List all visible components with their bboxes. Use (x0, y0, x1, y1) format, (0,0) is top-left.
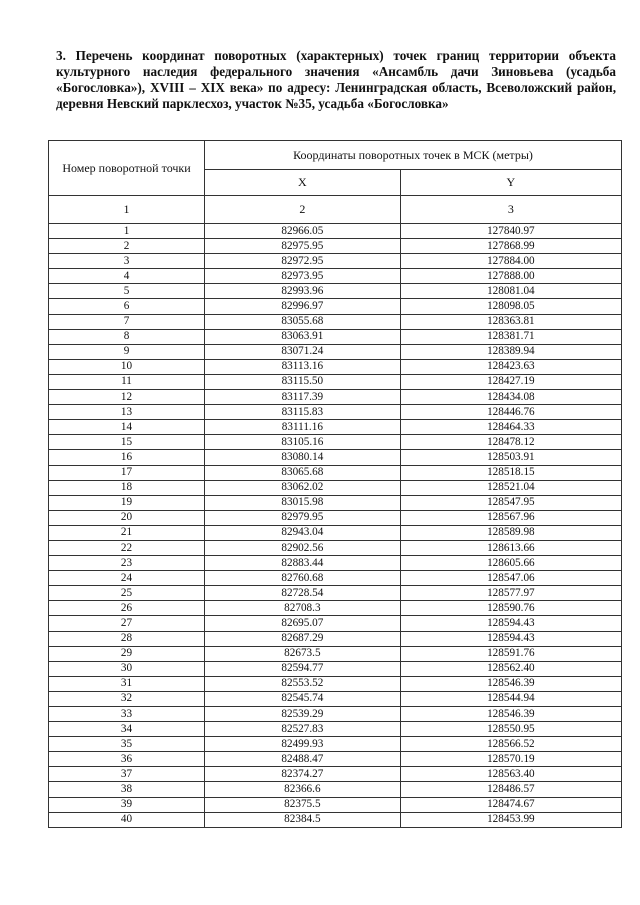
cell-point-number: 40 (49, 812, 205, 827)
cell-point-number: 23 (49, 556, 205, 571)
table-row (49, 224, 622, 239)
column-number: 2 (205, 196, 401, 224)
table-row (49, 525, 622, 540)
cell-y: 128381.71 (400, 329, 621, 344)
cell-point-number: 1 (49, 224, 205, 239)
cell-x: 82366.6 (205, 782, 401, 797)
cell-x: 82594.77 (205, 661, 401, 676)
header-coordinates: Координаты поворотных точек в МСК (метры) (205, 141, 622, 170)
table-row (49, 661, 622, 676)
table-row (49, 676, 622, 691)
cell-x: 82972.95 (205, 254, 401, 269)
cell-y: 128081.04 (400, 284, 621, 299)
cell-point-number: 22 (49, 540, 205, 555)
document-heading: 3. Перечень координат поворотных (характерных) точек границ территории объекта культурного наследия федерального значения «Ансамбль дачи Зиновьева (усадьба «Богословка»), XVIII – XIX века» по адресу: Ленинградская область, Всеволожский район, деревня Невский парклесхоз, участок №35, усадьба «Богословка» (56, 48, 616, 111)
table-row (49, 450, 622, 465)
cell-y: 128446.76 (400, 405, 621, 420)
cell-point-number: 20 (49, 510, 205, 525)
cell-x: 82966.05 (205, 224, 401, 239)
cell-point-number: 5 (49, 284, 205, 299)
table-row (49, 646, 622, 661)
cell-x: 82488.47 (205, 752, 401, 767)
header-point-number: Номер поворотной точки (49, 141, 205, 196)
table-row (49, 752, 622, 767)
table-row (49, 329, 622, 344)
cell-x: 83115.50 (205, 374, 401, 389)
cell-point-number: 31 (49, 676, 205, 691)
table-row (49, 767, 622, 782)
cell-x: 82708.3 (205, 601, 401, 616)
cell-x: 82375.5 (205, 797, 401, 812)
cell-x: 83063.91 (205, 329, 401, 344)
cell-point-number: 21 (49, 525, 205, 540)
cell-y: 128544.94 (400, 691, 621, 706)
table-row (49, 631, 622, 646)
cell-point-number: 3 (49, 254, 205, 269)
cell-point-number: 13 (49, 405, 205, 420)
cell-y: 128589.98 (400, 525, 621, 540)
cell-y: 128478.12 (400, 435, 621, 450)
column-number: 1 (49, 196, 205, 224)
cell-y: 128464.33 (400, 420, 621, 435)
cell-x: 82883.44 (205, 556, 401, 571)
cell-y: 127884.00 (400, 254, 621, 269)
table-row (49, 601, 622, 616)
cell-x: 82902.56 (205, 540, 401, 555)
table-row (49, 797, 622, 812)
cell-y: 128577.97 (400, 586, 621, 601)
cell-y: 128474.67 (400, 797, 621, 812)
cell-point-number: 30 (49, 661, 205, 676)
cell-y: 128546.39 (400, 676, 621, 691)
cell-y: 128550.95 (400, 722, 621, 737)
cell-point-number: 8 (49, 329, 205, 344)
cell-point-number: 16 (49, 450, 205, 465)
cell-y: 128434.08 (400, 390, 621, 405)
cell-point-number: 6 (49, 299, 205, 314)
cell-x: 83111.16 (205, 420, 401, 435)
cell-x: 82979.95 (205, 510, 401, 525)
cell-y: 128594.43 (400, 616, 621, 631)
table-row (49, 556, 622, 571)
cell-point-number: 28 (49, 631, 205, 646)
cell-x: 83080.14 (205, 450, 401, 465)
table-row (49, 420, 622, 435)
table-row (49, 782, 622, 797)
table-row (49, 405, 622, 420)
cell-y: 128486.57 (400, 782, 621, 797)
cell-x: 83071.24 (205, 344, 401, 359)
table-row (49, 586, 622, 601)
cell-x: 82545.74 (205, 691, 401, 706)
column-number-row (49, 196, 622, 224)
cell-x: 83055.68 (205, 314, 401, 329)
table-row (49, 344, 622, 359)
table-row (49, 269, 622, 284)
cell-x: 82527.83 (205, 722, 401, 737)
cell-y: 128590.76 (400, 601, 621, 616)
cell-y: 128427.19 (400, 374, 621, 389)
cell-y: 128547.06 (400, 571, 621, 586)
table-row (49, 435, 622, 450)
cell-point-number: 18 (49, 480, 205, 495)
header-x: X (205, 170, 401, 196)
cell-y: 128546.39 (400, 707, 621, 722)
table-row (49, 284, 622, 299)
table-row (49, 359, 622, 374)
table-row (49, 691, 622, 706)
table-row (49, 616, 622, 631)
cell-x: 82943.04 (205, 525, 401, 540)
cell-point-number: 37 (49, 767, 205, 782)
cell-x: 82687.29 (205, 631, 401, 646)
cell-x: 83015.98 (205, 495, 401, 510)
cell-point-number: 9 (49, 344, 205, 359)
cell-x: 82695.07 (205, 616, 401, 631)
cell-point-number: 11 (49, 374, 205, 389)
cell-point-number: 26 (49, 601, 205, 616)
table-row (49, 374, 622, 389)
cell-y: 128547.95 (400, 495, 621, 510)
cell-x: 82384.5 (205, 812, 401, 827)
cell-x: 83117.39 (205, 390, 401, 405)
cell-x: 82539.29 (205, 707, 401, 722)
cell-point-number: 19 (49, 495, 205, 510)
cell-y: 128389.94 (400, 344, 621, 359)
table-row (49, 510, 622, 525)
cell-point-number: 39 (49, 797, 205, 812)
table-row (49, 390, 622, 405)
cell-point-number: 33 (49, 707, 205, 722)
cell-y: 128591.76 (400, 646, 621, 661)
column-number: 3 (400, 196, 621, 224)
cell-y: 128570.19 (400, 752, 621, 767)
cell-y: 128453.99 (400, 812, 621, 827)
cell-y: 128518.15 (400, 465, 621, 480)
table-row (49, 495, 622, 510)
cell-x: 82553.52 (205, 676, 401, 691)
cell-x: 82993.96 (205, 284, 401, 299)
cell-x: 82374.27 (205, 767, 401, 782)
cell-point-number: 32 (49, 691, 205, 706)
cell-x: 83062.02 (205, 480, 401, 495)
cell-x: 82973.95 (205, 269, 401, 284)
cell-point-number: 24 (49, 571, 205, 586)
cell-y: 128594.43 (400, 631, 621, 646)
table-row (49, 722, 622, 737)
cell-x: 82975.95 (205, 239, 401, 254)
cell-point-number: 2 (49, 239, 205, 254)
table-row (49, 737, 622, 752)
cell-point-number: 29 (49, 646, 205, 661)
cell-point-number: 27 (49, 616, 205, 631)
cell-y: 127840.97 (400, 224, 621, 239)
table-row (49, 812, 622, 827)
table-row (49, 540, 622, 555)
header-y: Y (400, 170, 621, 196)
cell-point-number: 25 (49, 586, 205, 601)
cell-x: 83065.68 (205, 465, 401, 480)
cell-point-number: 4 (49, 269, 205, 284)
cell-point-number: 36 (49, 752, 205, 767)
cell-point-number: 10 (49, 359, 205, 374)
cell-x: 83105.16 (205, 435, 401, 450)
cell-y: 128363.81 (400, 314, 621, 329)
cell-point-number: 17 (49, 465, 205, 480)
cell-x: 82499.93 (205, 737, 401, 752)
table-row (49, 571, 622, 586)
cell-x: 82673.5 (205, 646, 401, 661)
table-row (49, 299, 622, 314)
cell-point-number: 12 (49, 390, 205, 405)
cell-point-number: 34 (49, 722, 205, 737)
cell-point-number: 15 (49, 435, 205, 450)
cell-y: 128613.66 (400, 540, 621, 555)
cell-y: 128423.63 (400, 359, 621, 374)
table-row (49, 480, 622, 495)
cell-y: 127868.99 (400, 239, 621, 254)
cell-x: 82728.54 (205, 586, 401, 601)
coordinates-table (48, 140, 622, 828)
cell-point-number: 38 (49, 782, 205, 797)
table-row (49, 254, 622, 269)
cell-y: 128098.05 (400, 299, 621, 314)
cell-x: 83115.83 (205, 405, 401, 420)
cell-y: 127888.00 (400, 269, 621, 284)
table-row (49, 239, 622, 254)
table-row (49, 314, 622, 329)
cell-point-number: 35 (49, 737, 205, 752)
cell-y: 128566.52 (400, 737, 621, 752)
table-row (49, 465, 622, 480)
cell-y: 128605.66 (400, 556, 621, 571)
cell-y: 128563.40 (400, 767, 621, 782)
cell-point-number: 7 (49, 314, 205, 329)
cell-x: 82996.97 (205, 299, 401, 314)
cell-x: 82760.68 (205, 571, 401, 586)
table-row (49, 707, 622, 722)
cell-y: 128503.91 (400, 450, 621, 465)
cell-point-number: 14 (49, 420, 205, 435)
cell-y: 128521.04 (400, 480, 621, 495)
cell-x: 83113.16 (205, 359, 401, 374)
cell-y: 128567.96 (400, 510, 621, 525)
cell-y: 128562.40 (400, 661, 621, 676)
